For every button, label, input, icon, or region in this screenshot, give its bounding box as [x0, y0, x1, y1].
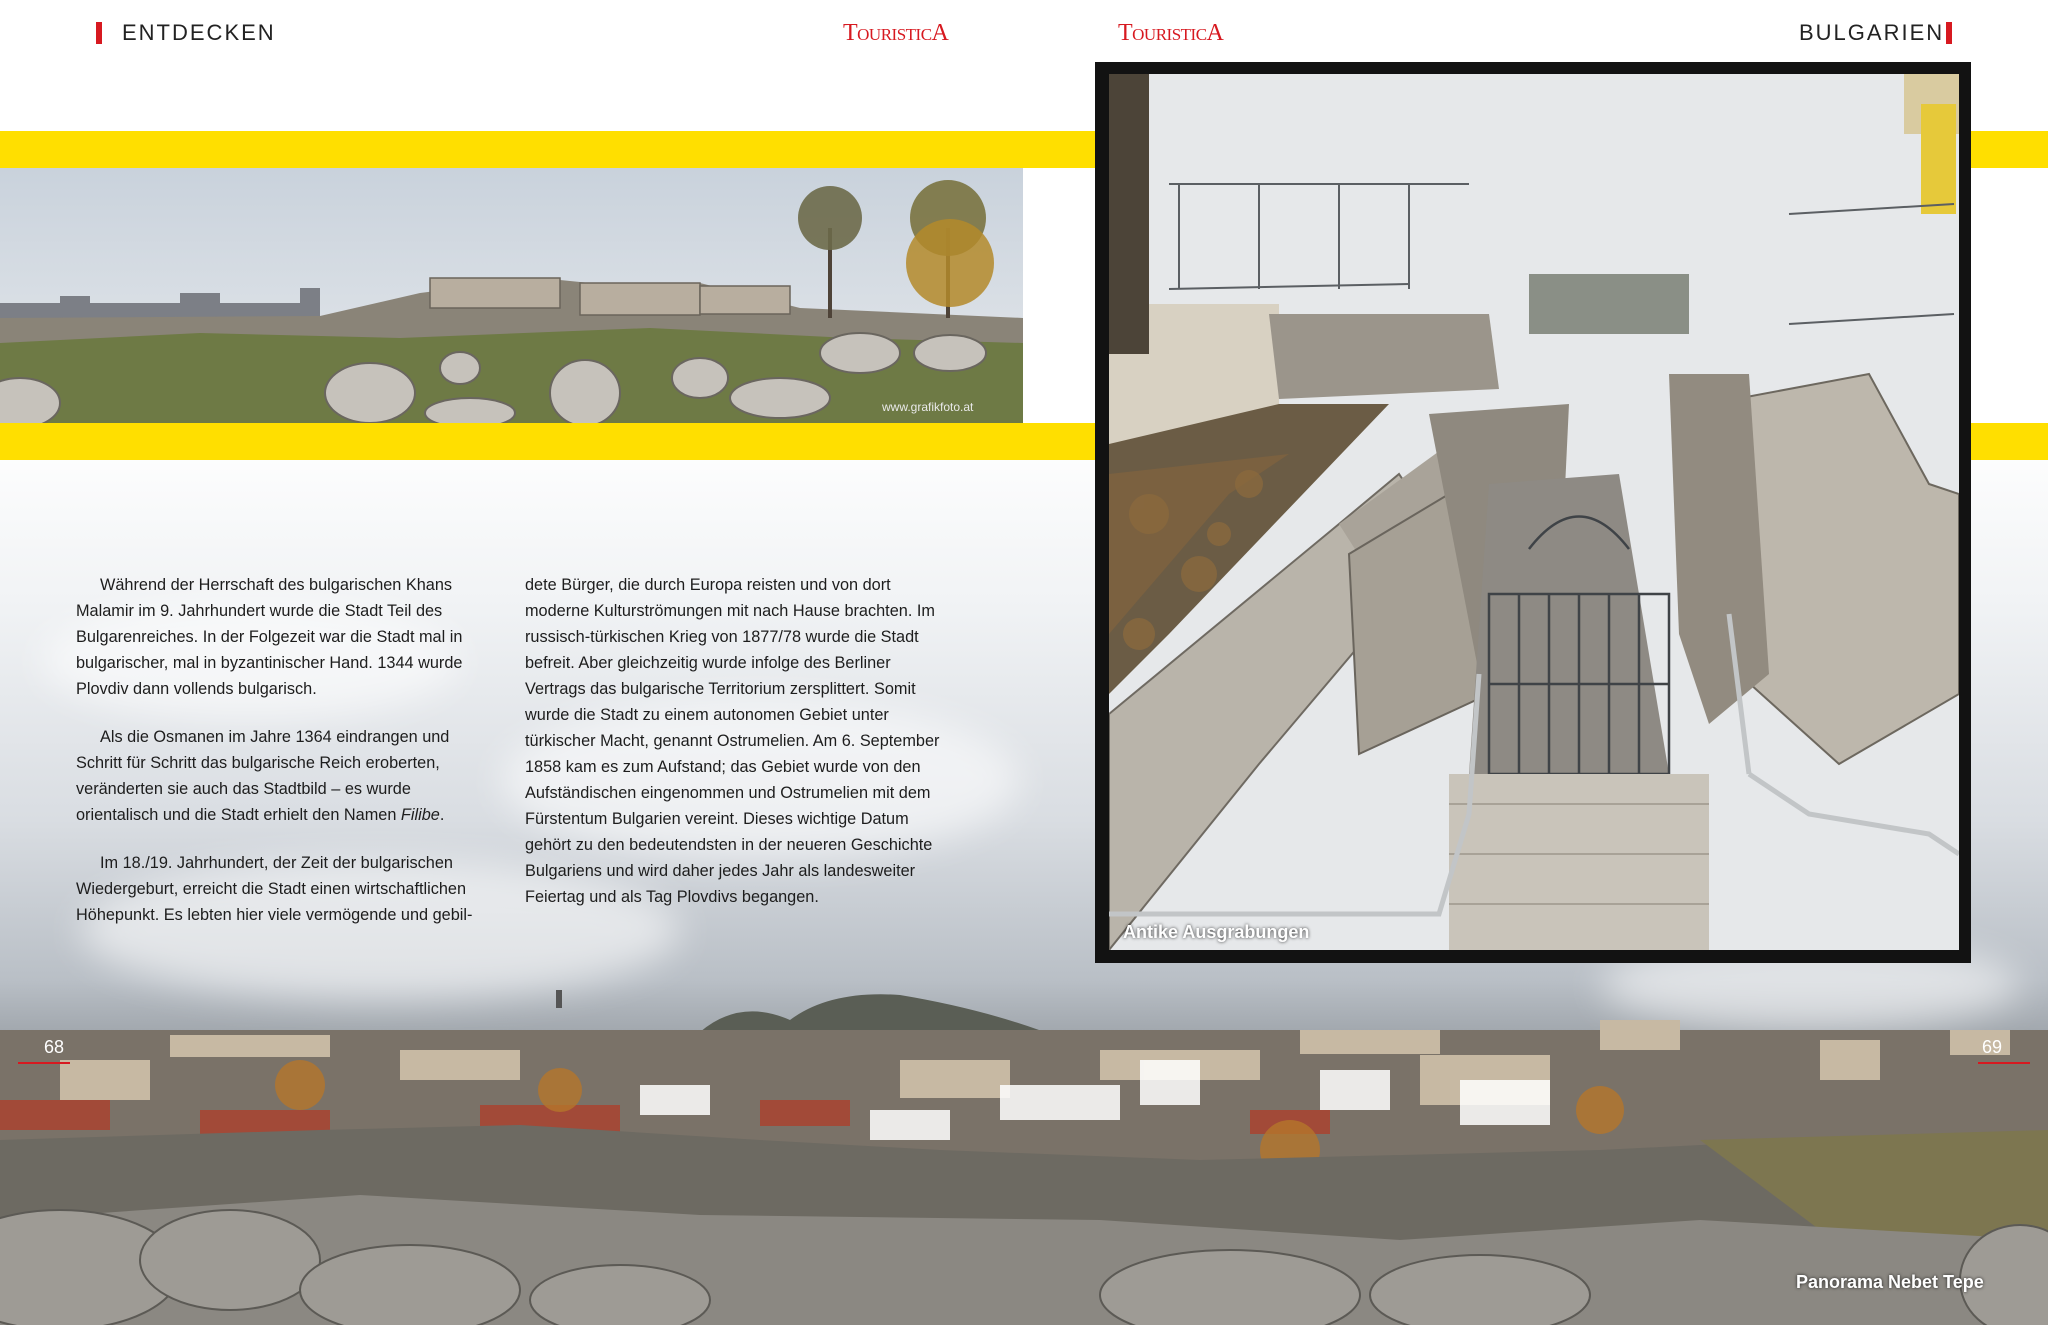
- yellow-band-top-left: [0, 131, 1095, 168]
- panorama-caption: Panorama Nebet Tepe: [1796, 1272, 1984, 1292]
- header-accent-bar-left: [96, 22, 102, 44]
- panorama-nebet-tepe-photo: [0, 990, 2048, 1325]
- text-column-left: [76, 572, 496, 928]
- paragraph: Während der Herrschaft des bulgarischen Khans Malamir im 9. Jahrhundert wurde die Stadt Teil des Bulgarenreiches. In der Folgezeit war die Stadt mal in bulgarischer, mal in byzantinischer Hand. 1344 wurde Plovdiv dann vollends bulgarisch.: [76, 576, 463, 698]
- photo-caption-excavations: Antike Ausgrabungen: [1123, 922, 1310, 942]
- ancient-excavations-photo: [1109, 74, 1959, 950]
- paragraph: Als die Osmanen im Jahre 1364 eindrangen und Schritt für Schritt das bulgarische Reich eroberten, veränderten sie auch das Stadtbild – es wurde orientalisch und die Stadt erhielt den Namen Filibe.: [76, 728, 450, 824]
- page-number-left: 68: [44, 1037, 65, 1057]
- yellow-band-bottom-left: [0, 423, 1095, 460]
- yellow-band-bottom-right: [1971, 423, 2048, 460]
- page-number-right: 69: [1982, 1037, 2003, 1057]
- yellow-band-top-right: [1971, 131, 2048, 168]
- section-label-right: BULGARIEN: [1799, 20, 1945, 45]
- paragraph: Im 18./19. Jahrhundert, der Zeit der bulgarischen Wiedergeburt, erreicht die Stadt einen wirtschaftlichen Höhepunkt. Es lebten hier viele vermögende und gebil-: [76, 854, 473, 924]
- touristica-logo-left: TouristicA: [843, 20, 949, 46]
- text-column-right: [525, 572, 945, 910]
- photo-watermark: www.grafikfoto.at: [882, 400, 974, 414]
- touristica-logo-right: TouristicA: [1118, 20, 1224, 46]
- ruins-panorama-photo: [0, 168, 1023, 423]
- page-number-underline-left: [18, 1062, 70, 1064]
- page-number-underline-right: [1978, 1062, 2030, 1064]
- paragraph: dete Bürger, die durch Europa reisten und von dort moderne Kulturströmungen mit nach Hause brachten. Im russisch-türkischen Krieg von 1877/78 wurde die Stadt befreit. Aber gleichzeitig wurde infolge des Berliner Vertrags das bulgarische Territorium zersplittert. Somit wurde die Stadt zu einem autonomen Gebiet unter türkischer Macht, genannt Ostrumelien. Am 6. September 1858 kam es zum Aufstand; das Gebiet wurde von den Aufständischen eingenommen und Ostrumelien mit dem Fürstentum Bulgarien vereint. Dieses wichtige Datum gehört zu den bedeutendsten in der neueren Geschichte Bulgariens und wird daher jedes Jahr als landesweiter Feiertag und als Tag Plovdivs begangen.: [525, 576, 940, 906]
- header-accent-bar-right: [1946, 22, 1952, 44]
- section-label-left: ENTDECKEN: [122, 20, 276, 45]
